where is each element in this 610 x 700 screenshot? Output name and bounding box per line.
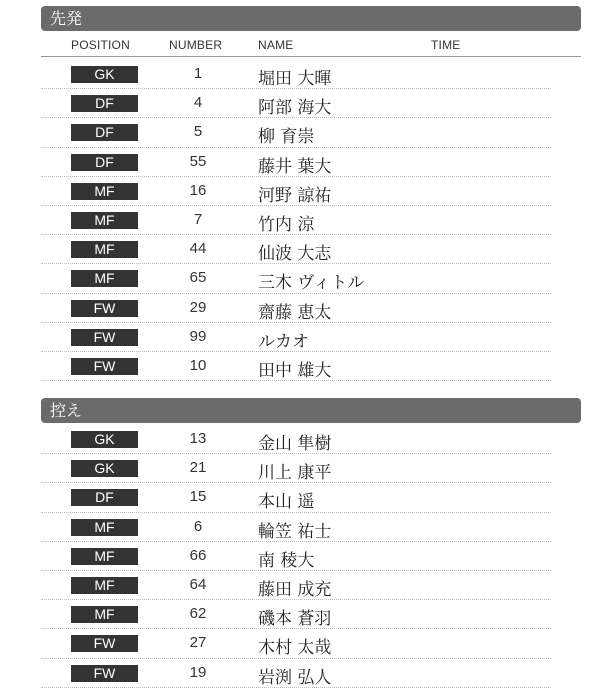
- position-badge: FW: [71, 358, 138, 375]
- player-row: [41, 659, 551, 688]
- position-badge: FW: [71, 635, 138, 652]
- player-name: 竹内 涼: [258, 214, 315, 235]
- player-row: [41, 600, 551, 629]
- player-number: 13: [189, 430, 207, 447]
- position-badge: DF: [71, 489, 138, 506]
- player-row: [41, 148, 551, 177]
- player-row: [41, 60, 551, 89]
- column-header-time: TIME: [431, 38, 461, 52]
- starters-list: [41, 60, 551, 381]
- position-badge: MF: [71, 606, 138, 623]
- player-row: [41, 118, 551, 147]
- player-number: 15: [189, 488, 207, 506]
- player-name: 齋藤 恵太: [258, 302, 332, 323]
- substitutes-section-header: [41, 398, 581, 423]
- player-name: 藤井 葉大: [258, 156, 332, 177]
- player-row: [41, 89, 551, 118]
- player-name: 河野 諒祐: [258, 185, 332, 206]
- position-badge: GK: [71, 460, 138, 477]
- player-name: 金山 隼樹: [258, 434, 332, 454]
- position-badge: MF: [71, 548, 138, 565]
- player-name: 藤田 成充: [258, 579, 332, 600]
- starters-section-title: 先発: [50, 9, 83, 28]
- player-row: [41, 513, 551, 542]
- player-name: 田中 雄大: [258, 360, 332, 381]
- position-badge: MF: [71, 241, 138, 258]
- player-name: ルカオ: [258, 331, 309, 352]
- position-badge: DF: [71, 154, 138, 171]
- player-number: 66: [189, 546, 207, 564]
- player-number: 1: [193, 65, 203, 82]
- player-row: [41, 454, 551, 483]
- player-row: [41, 206, 551, 235]
- player-row: [41, 352, 551, 381]
- column-header-position: POSITION: [71, 38, 130, 52]
- position-badge: MF: [71, 270, 138, 287]
- player-number: 99: [189, 327, 207, 345]
- player-name: 木村 太哉: [258, 638, 332, 659]
- player-row: [41, 542, 551, 571]
- player-row: [41, 294, 551, 323]
- column-header-number: NUMBER: [169, 38, 223, 52]
- player-name: 堀田 大暉: [258, 69, 332, 89]
- player-number: 62: [189, 605, 207, 623]
- starters-section-header: [41, 6, 581, 31]
- substitutes-section-title: 控え: [50, 401, 83, 420]
- header-divider: [41, 56, 581, 57]
- player-row: [41, 483, 551, 512]
- position-badge: GK: [71, 431, 138, 448]
- position-badge: MF: [71, 183, 138, 200]
- player-number: 4: [193, 94, 203, 112]
- player-number: 64: [189, 575, 207, 593]
- position-badge: DF: [71, 124, 138, 141]
- player-number: 16: [189, 181, 207, 199]
- player-name: 岩渕 弘人: [258, 667, 332, 688]
- position-badge: MF: [71, 212, 138, 229]
- column-headers: [41, 38, 581, 56]
- player-number: 6: [193, 517, 203, 535]
- player-name: 阿部 海大: [258, 98, 332, 119]
- player-name: 輪笠 祐士: [258, 521, 332, 542]
- position-badge: DF: [71, 95, 138, 112]
- player-number: 10: [189, 356, 207, 374]
- player-row: [41, 264, 551, 293]
- player-number: 5: [193, 123, 203, 141]
- player-name: 柳 育崇: [258, 127, 315, 148]
- player-number: 7: [193, 210, 203, 228]
- player-name: 川上 康平: [258, 463, 332, 484]
- position-badge: GK: [71, 66, 138, 83]
- position-badge: FW: [71, 329, 138, 346]
- player-name: 仙波 大志: [258, 244, 332, 265]
- position-badge: MF: [71, 577, 138, 594]
- player-number: 19: [189, 663, 207, 681]
- column-header-name: NAME: [258, 38, 294, 52]
- position-badge: MF: [71, 519, 138, 536]
- player-row: [41, 629, 551, 658]
- position-badge: FW: [71, 300, 138, 317]
- position-badge: FW: [71, 665, 138, 682]
- player-name: 磯本 蒼羽: [258, 609, 332, 630]
- player-number: 44: [189, 240, 207, 258]
- player-row: [41, 235, 551, 264]
- player-number: 55: [189, 152, 207, 170]
- player-number: 27: [189, 634, 207, 652]
- player-row: [41, 425, 551, 454]
- player-row: [41, 177, 551, 206]
- player-number: 65: [189, 269, 207, 287]
- player-number: 29: [189, 298, 207, 316]
- player-name: 南 稜大: [258, 550, 315, 571]
- player-row: [41, 323, 551, 352]
- player-number: 21: [189, 459, 207, 477]
- substitutes-list: [41, 425, 551, 688]
- player-name: 三木 ヴィトル: [258, 273, 365, 294]
- player-name: 本山 遥: [258, 492, 315, 513]
- player-row: [41, 571, 551, 600]
